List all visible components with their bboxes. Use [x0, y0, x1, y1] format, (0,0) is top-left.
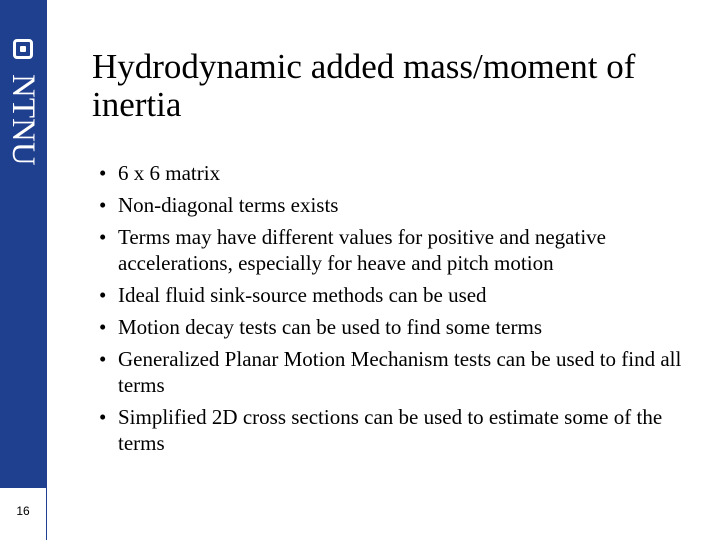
bullet-item: • Non-diagonal terms exists [92, 192, 702, 218]
page-number: 16 [16, 504, 30, 518]
sidebar [0, 0, 46, 540]
bullet-item: • Generalized Planar Motion Mechanism tests can be used to find all terms [92, 346, 702, 398]
ntnu-logo-text: NTNU [5, 74, 41, 166]
sidebar-divider [46, 0, 47, 540]
bullet-item: • Terms may have different values for positive and negative accelerations, especially for heave and pitch motion [92, 224, 702, 276]
ntnu-logo-icon [13, 39, 33, 59]
bullet-list [92, 160, 702, 462]
sidebar-band [0, 0, 46, 488]
bullet-item: • Simplified 2D cross sections can be used to estimate some of the terms [92, 404, 702, 456]
bullet-item: • Ideal fluid sink-source methods can be used [92, 282, 702, 308]
slide-title: Hydrodynamic added mass/moment of inertia [92, 47, 636, 124]
bullet-item: • Motion decay tests can be used to find some terms [92, 314, 702, 340]
bullet-item: • 6 x 6 matrix [92, 160, 702, 186]
